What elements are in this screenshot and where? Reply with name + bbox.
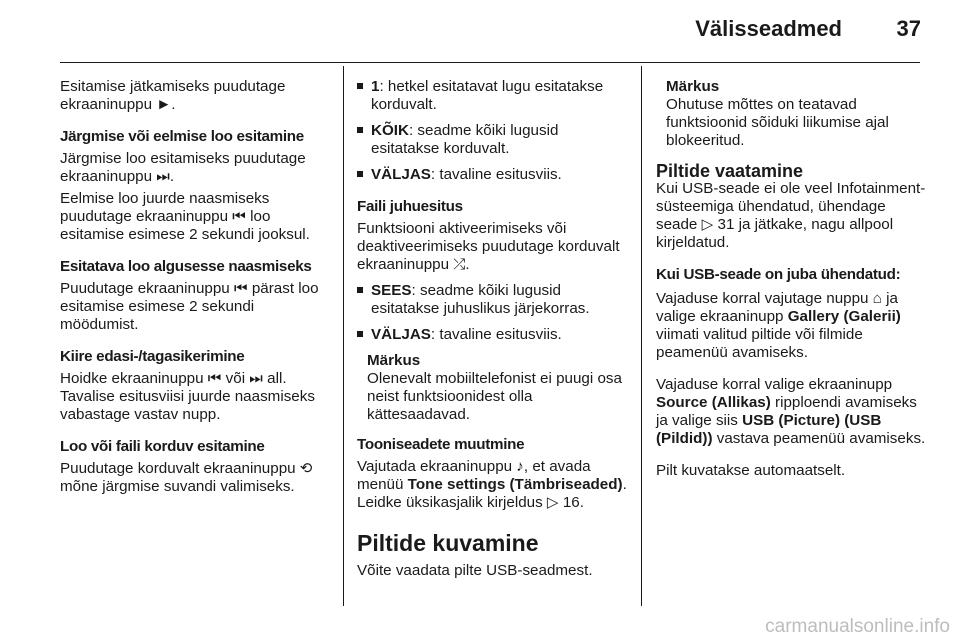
button-reference: Gallery (Galerii) xyxy=(787,308,901,325)
paragraph-auto-display: Pilt kuvatakse automaatselt. xyxy=(656,462,846,479)
option-text: : tavaline esitusviis. xyxy=(430,326,562,343)
column-1 xyxy=(60,78,335,510)
note-text: Ohutuse mõttes on teatavad funktsioonid sõiduki liikumise ajal blokeeritud. xyxy=(666,96,889,149)
column-divider-1 xyxy=(343,66,344,606)
option-text: : seadme kõiki lugusid esitatakse juhuslikus järjekorras. xyxy=(371,282,590,317)
note-text: Olenevalt mobiiltelefonist ei puugi osa neist funktsioonidest olla kättesaadavad. xyxy=(367,370,622,423)
column-3 xyxy=(656,78,926,494)
option-key: KÕIK xyxy=(371,122,409,139)
page-title: Välisseadmed xyxy=(695,16,842,41)
paragraph-fast-forward: Hoidke ekraaninuppu ⏮ või ⏭ all. Tavalise esitusviisi juurde naasmiseks vabastage vastav nupp. xyxy=(60,370,315,423)
subsection-heading-view-pictures: Piltide vaatamine xyxy=(656,161,804,181)
header-divider xyxy=(60,62,920,63)
bullet-icon xyxy=(357,171,363,177)
bullet-icon xyxy=(357,127,363,133)
heading-fast-forward: Kiire edasi-/tagasikerimine xyxy=(60,348,245,365)
paragraph-pictures-intro: Võite vaadata pilte USB-seadmest. xyxy=(357,562,593,579)
paragraph-restart-track: Puudutage ekraaninuppu ⏮ pärast loo esitamise esimese 2 sekundi möödumist. xyxy=(60,280,319,333)
note-title: Märkus xyxy=(666,78,720,95)
list-item xyxy=(357,166,627,184)
option-key: 1 xyxy=(371,78,380,95)
bullet-icon xyxy=(357,83,363,89)
paragraph-connect-usb: Kui USB-seade ei ole veel Infotainment-süsteemiga ühendatud, ühendage seade ▷ 31 ja jätkake, nagu allpool kirjeldatud. xyxy=(656,180,926,251)
paragraph-next: Järgmise loo esitamiseks puudutage ekraaninuppu ⏭. xyxy=(60,150,306,185)
list-item xyxy=(357,282,627,318)
heading-next-previous: Järgmise või eelmise loo esitamine xyxy=(60,128,304,145)
page-number: 37 xyxy=(896,16,921,41)
heading-tone-settings: Tooniseadete muutmine xyxy=(357,436,525,453)
section-heading-pictures: Piltide kuvamine xyxy=(357,530,539,556)
button-reference: Source (Allikas) xyxy=(656,394,771,411)
heading-shuffle: Faili juhuesitus xyxy=(357,198,463,215)
bullet-icon xyxy=(357,331,363,337)
column-divider-2 xyxy=(641,66,642,606)
note-title: Märkus xyxy=(367,352,421,369)
option-key: VÄLJAS xyxy=(371,166,431,183)
option-key: VÄLJAS xyxy=(371,326,431,343)
note-box xyxy=(357,352,627,424)
paragraph-resume: Esitamise jätkamiseks puudutage ekraaninuppu ►. xyxy=(60,78,286,113)
heading-usb-connected: Kui USB-seade on juba ühendatud: xyxy=(656,266,901,283)
paragraph-tone-settings: Vajutada ekraaninuppu ♪, et avada menüü Tone settings (Tämbriseaded). Leidke üksikasjalik kirjeldus ▷ 16. xyxy=(357,458,627,511)
paragraph-gallery: Vajaduse korral vajutage nuppu ⌂ ja valige ekraaninupp Gallery (Galerii) viimati valitud piltide või filmide peamenüü avamiseks. xyxy=(656,290,901,361)
heading-repeat: Loo või faili korduv esitamine xyxy=(60,438,265,455)
list-item xyxy=(357,122,627,158)
list-item xyxy=(357,326,627,344)
option-text: : hetkel esitatavat lugu esitatakse korduvalt. xyxy=(371,78,604,113)
note-box xyxy=(656,78,926,150)
button-reference: USB (Picture) (USB (Pildid)) xyxy=(656,412,882,447)
list-item xyxy=(357,78,627,114)
paragraph-previous: Eelmise loo juurde naasmiseks puudutage ekraaninuppu ⏮ loo esitamise esimese 2 sekundi jooksul. xyxy=(60,190,310,243)
heading-restart-track: Esitatava loo algusesse naasmiseks xyxy=(60,258,312,275)
menu-reference: Tone settings (Tämbriseaded) xyxy=(407,476,623,493)
paragraph-repeat: Puudutage korduvalt ekraaninuppu ⟲ mõne järgmise suvandi valimiseks. xyxy=(60,460,313,495)
option-text: : tavaline esitusviis. xyxy=(430,166,562,183)
paragraph-source: Vajaduse korral valige ekraaninupp Source (Allikas) ripploendi avamiseks ja valige siis USB (Picture) (USB (Pildid)) vastava peamenüü avamiseks. xyxy=(656,376,926,447)
paragraph-shuffle: Funktsiooni aktiveerimiseks või deaktiveerimiseks puudutage korduvalt ekraaninuppu ⤮. xyxy=(357,220,620,273)
bullet-icon xyxy=(357,287,363,293)
watermark: carmanualsonline.info xyxy=(765,616,950,637)
option-key: SEES xyxy=(371,282,412,299)
option-text: : seadme kõiki lugusid esitatakse korduvalt. xyxy=(371,122,559,157)
column-2 xyxy=(357,78,627,594)
